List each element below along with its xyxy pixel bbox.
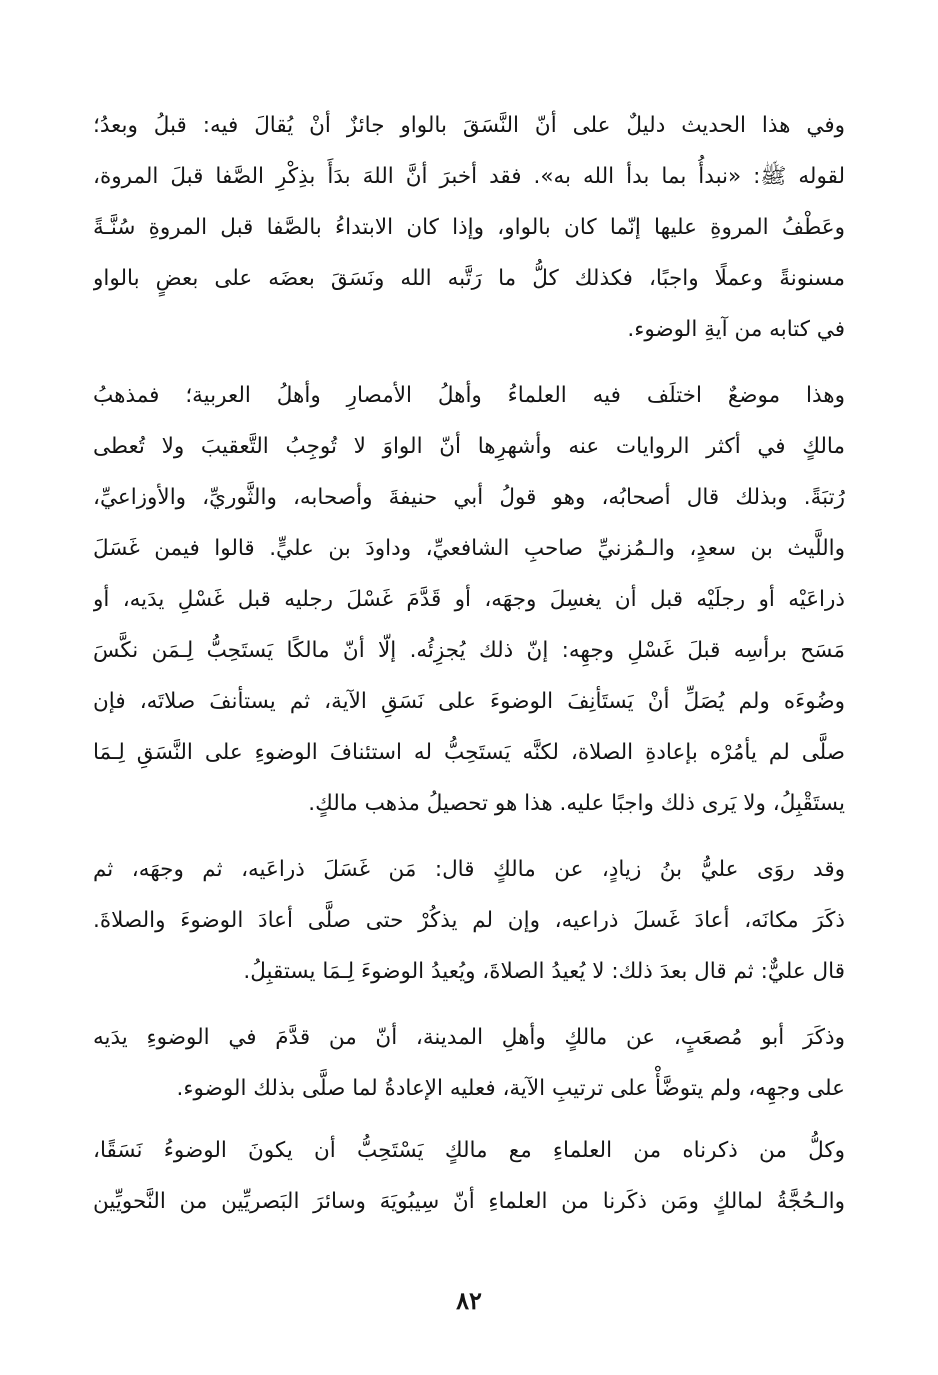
paragraph-5 — [93, 1125, 845, 1227]
text-line: على وجهِه، ولم يتوضَّأْ على ترتيبِ الآية، فعليه الإعادةُ لما صلَّى بذلك الوضوء. — [176, 1076, 845, 1101]
paragraph-1 — [93, 100, 845, 355]
text-line: مالكٍ في أكثر الروايات عنه وأشهرِها أنّ الواوَ لا تُوجِبُ التَّعقيبَ ولا تُعطى — [93, 434, 845, 459]
body-text — [93, 100, 845, 1227]
text-line: وضُوءَه ولم يُصَلِّ أنْ يَستَأنِفَ الوضوءَ على نَسَقِ الآية، ثم يستأنفَ صلاتَه، فإن — [93, 689, 845, 714]
text-line: وذكَرَ أبو مُصعَبٍ، عن مالكٍ وأهلِ المدينة، أنّ من قدَّمَ في الوضوءِ يدَيه — [93, 1025, 845, 1050]
text-line: يستَقْبِلُ، ولا يَرى ذلك واجبًا عليه. هذا هو تحصيلُ مذهب مالكٍ. — [308, 791, 845, 816]
text-line: قال عليٌّ: ثم قال بعدَ ذلك: لا يُعيدُ الصلاةَ، ويُعيدُ الوضوءَ لِـمَا يستقبِلُ. — [243, 959, 845, 984]
paragraph-4 — [93, 1012, 845, 1114]
page-number: ٨٢ — [456, 1286, 482, 1315]
paragraph-2 — [93, 370, 845, 829]
text-line: صلَّى لم يأمُرْه بإعادةِ الصلاة، لكنَّه يَستَحِبُّ له استئنافَ الوضوءِ على النَّسَقِ لِـمَا — [93, 740, 845, 765]
text-line: واللَّيث بن سعدٍ، والـمُزنيِّ صاحبِ الشافعيِّ، وداودَ بن عليٍّ. قالوا فيمن غَسَلَ — [93, 536, 845, 561]
text-line: والـحُجَّةُ لمالكٍ ومَن ذكَرنا من العلماءِ أنّ سِيبُويَهَ وسائرَ البَصريِّين من النَّحويِّين — [93, 1189, 845, 1214]
text-line: مسنونةً وعملًا واجبًا، فكذلك كلُّ ما رَتَّبه الله ونَسَقَ بعضَه على بعضٍ بالواو — [93, 266, 845, 291]
text-line: ذكَرَ مكانَه، أعادَ غَسلَ ذراعيه، وإن لم يذكُرْ حتى صلَّى أعادَ الوضوءَ والصلاةَ. — [93, 908, 845, 933]
text-line: رُتبَةً. وبذلك قال أصحابُه، وهو قولُ أبي حنيفةَ وأصحابه، والثَّوريِّ، والأوزاعيِّ، — [93, 485, 845, 510]
text-line: وهذا موضعٌ اختلَف فيه العلماءُ وأهلُ الأمصارِ وأهلُ العربية؛ فمذهبُ — [93, 383, 845, 408]
text-line: في كتابه من آيةِ الوضوء. — [627, 317, 845, 342]
text-line: وكلُّ من ذكرناه من العلماءِ مع مالكٍ يَسْتَحِبُّ أن يكونَ الوضوءُ نَسَقًا، — [93, 1138, 845, 1163]
text-line: لقوله ﷺ: «نبدأُ بما بدأ الله به». فقد أخبرَ أنَّ اللهَ بدَأَ بذِكْرِ الصَّفا قبلَ المروة، — [93, 164, 845, 189]
text-line: وفي هذا الحديث دليلٌ على أنّ النَّسَقَ بالواو جائزٌ أنْ يُقالَ فيه: قبلُ وبعدُ؛ — [93, 113, 845, 138]
paragraph-3 — [93, 844, 845, 997]
text-line: مَسَح برأسِه قبلَ غَسْلِ وجهِه: إنّ ذلك يُجزِئُه. إلّا أنّ مالكًا يَستَحِبُّ لِـمَن نكَّسَ — [93, 638, 845, 663]
text-line: وعَطْفُ المروةِ عليها إنّما كان بالواو، وإذا كان الابتداءُ بالصَّفا قبل المروةِ سُنَّـةً — [93, 215, 845, 240]
text-line: ذراعَيْه أو رجلَيْه قبل أن يغسِلَ وجهَه، أو قَدَّمَ غَسْلَ رجليه قبل غَسْلِ يدَيه، أو — [93, 587, 845, 612]
text-line: وقد روَى عليُّ بنُ زيادٍ، عن مالكٍ قال: مَن غَسَلَ ذراعَيه، ثم وجهَه، ثم — [93, 857, 845, 882]
